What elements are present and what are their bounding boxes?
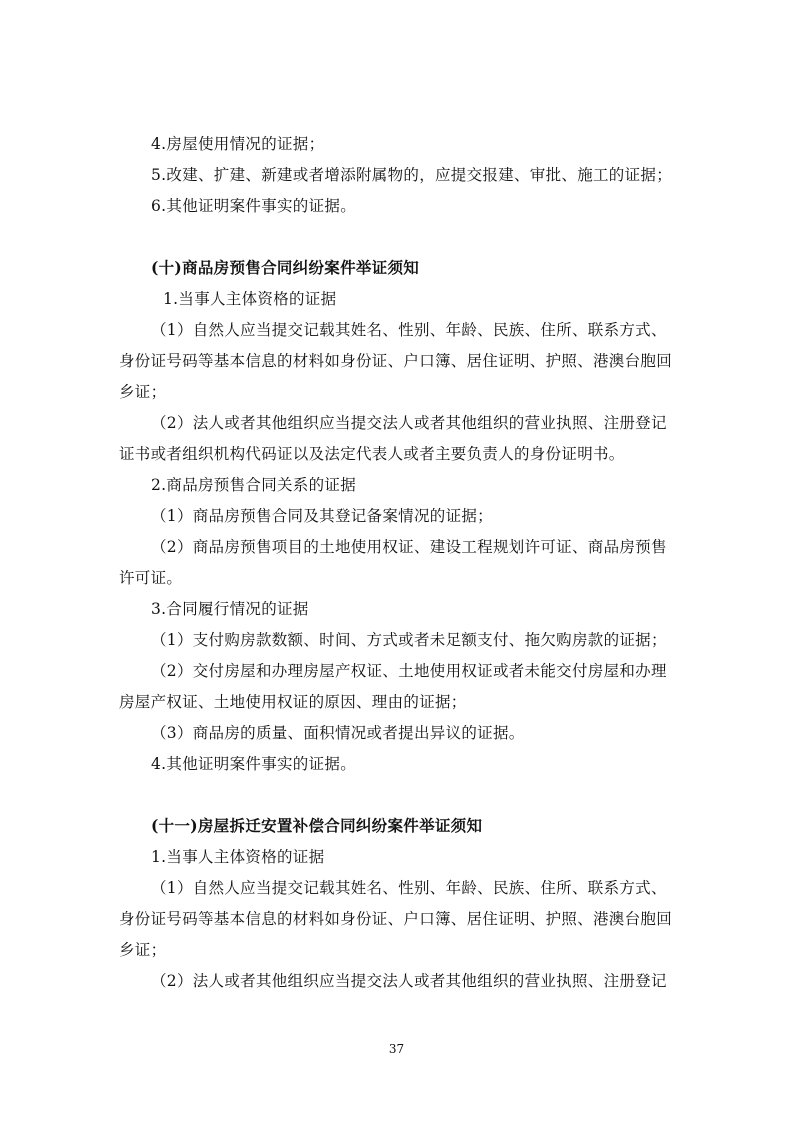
paragraph-line: （1）商品房预售合同及其登记备案情况的证据； [151, 507, 493, 525]
paragraph-line: 乡证； [119, 941, 167, 959]
paragraph-line: （2）法人或者其他组织应当提交法人或者其他组织的营业执照、注册登记 [151, 972, 667, 990]
item-line: 5.改建、扩建、新建或者增添附属物的，应提交报建、审批、施工的证据； [151, 166, 672, 184]
item-line: 2.商品房预售合同关系的证据 [151, 476, 356, 494]
item-line: 4.房屋使用情况的证据； [151, 135, 325, 153]
section-heading: (十)商品房预售合同纠纷案件举证须知 [151, 258, 420, 277]
item-line: 4.其他证明案件事实的证据。 [151, 755, 356, 773]
paragraph-line: 许可证。 [119, 569, 183, 587]
item-line: 1.当事人主体资格的证据 [151, 848, 325, 866]
paragraph-line: （1）支付购房款数额、时间、方式或者未足额支付、拖欠购房款的证据； [151, 631, 667, 649]
paragraph-line: （1）自然人应当提交记载其姓名、性别、年龄、民族、住所、联系方式、 [151, 321, 667, 339]
page-number: 37 [388, 1042, 405, 1056]
paragraph-line: （2）交付房屋和办理房屋产权证、土地使用权证或者未能交付房屋和办理 [151, 662, 667, 680]
paragraph-line: （2）法人或者其他组织应当提交法人或者其他组织的营业执照、注册登记 [151, 414, 667, 432]
paragraph-line: 房屋产权证、土地使用权证的原因、理由的证据； [119, 693, 467, 711]
paragraph-line: 身份证号码等基本信息的材料如身份证、户口簿、居住证明、护照、港澳台胞回 [119, 352, 673, 370]
paragraph-line: 身份证号码等基本信息的材料如身份证、户口簿、居住证明、护照、港澳台胞回 [119, 910, 673, 928]
section-heading: (十一)房屋拆迁安置补偿合同纠纷案件举证须知 [151, 816, 483, 835]
paragraph-line: （2）商品房预售项目的土地使用权证、建设工程规划许可证、商品房预售 [151, 538, 667, 556]
item-line: 1.当事人主体资格的证据 [163, 290, 337, 308]
paragraph-line: （1）自然人应当提交记载其姓名、性别、年龄、民族、住所、联系方式、 [151, 879, 667, 897]
paragraph-line: 乡证； [119, 383, 167, 401]
paragraph-line: 证书或者组织机构代码证以及法定代表人或者主要负责人的身份证明书。 [119, 445, 625, 463]
item-line: 3.合同履行情况的证据 [151, 600, 309, 618]
item-line: 6.其他证明案件事实的证据。 [151, 197, 356, 215]
paragraph-line: （3）商品房的质量、面积情况或者提出异议的证据。 [151, 724, 525, 742]
